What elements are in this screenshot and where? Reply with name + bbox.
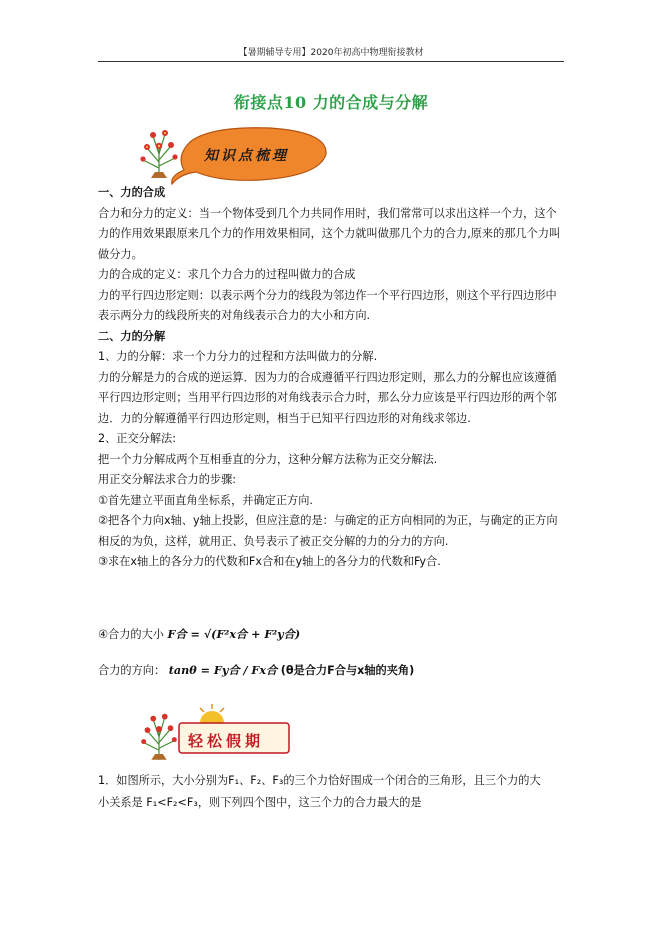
paragraph: 力的分解是力的合成的逆运算．因为力的合成遵循平行四边形定则，那么力的分解也应该遵循平行四边形定则；当用平行四边形的对角线表示合力时，那么分力应该是平行四边形的两个邻边．力的分解遵循平行四边形定则，相当于已知平行四边形的对角线求邻边. [98,370,557,425]
question-text: 小关系是 F₁<F₂<F₃，则下列四个图中，这三个力的合力最大的是 [98,796,422,809]
sun-icon [196,703,228,723]
paragraph: 合力和分力的定义：当一个物体受到几个力共同作用时，我们常常可以求出这样一个力，这个力的作用效果跟原来几个力的作用效果相同，这个力就叫做那几个力的合力,原来的那几个力叫做分力。 [98,206,561,261]
paragraph: ②把各个力向x轴、y轴上投影，但应注意的是：与确定的正方向相同的为正，与确定的正方向相反的为负，这样，就用正、负号表示了被正交分解的力的分力的方向. [98,514,558,548]
paragraph: 力的合成的定义：求几个力合力的过程叫做力的合成 [98,268,356,281]
paragraph: ①首先建立平面直角坐标系，并确定正方向. [98,493,313,507]
formula-label: 合力的方向： [98,664,166,677]
formula-note: (θ是合力F合与x轴的夹角) [280,664,415,677]
paragraph: ③求在x轴上的各分力的代数和Fx合和在y轴上的各分力的代数和Fy合. [98,555,441,568]
formula-direction [98,662,414,678]
section-badge-knowledge: 知识点梳理 [204,148,289,164]
paragraph: 1、力的分解：求一个力分力的过程和方法叫做力的分解. [98,350,378,363]
section-heading: 一、力的合成 [98,186,166,199]
section-badge-holiday: 轻松假期 [188,732,265,750]
page-title: 衔接点10 力的合成与分解 [233,93,429,112]
content-body [98,183,566,573]
formula-magnitude [98,626,300,642]
question-text: 1．如图所示，大小分别为F₁、F₂、F₃的三个力恰好围成一个闭合的三角形，且三个力的大 [98,774,541,787]
header-rule [98,61,564,62]
running-header: 【暑期辅导专用】2020年初高中物理衔接教材 [238,48,424,58]
formula-expression: tanθ = Fy合 / Fx合 [168,663,278,677]
formula-expression: F合 = √(F²x合 + F²y合) [167,627,301,641]
question-1 [98,770,566,814]
paragraph: 2、正交分解法: [98,432,177,445]
paragraph: 用正交分解法求合力的步骤: [98,473,237,486]
paragraph: 把一个力分解成两个互相垂直的分力，这种分解方法称为正交分解法. [98,452,438,466]
formula-label: ④合力的大小 [98,628,164,641]
flower-icon [136,702,182,762]
paragraph: 力的平行四边形定则：以表示两个分力的线段为邻边作一个平行四边形，则这个平行四边形中表示两分力的线段所夹的对角线表示合力的大小和方向. [98,288,557,322]
section-heading: 二、力的分解 [98,329,166,343]
